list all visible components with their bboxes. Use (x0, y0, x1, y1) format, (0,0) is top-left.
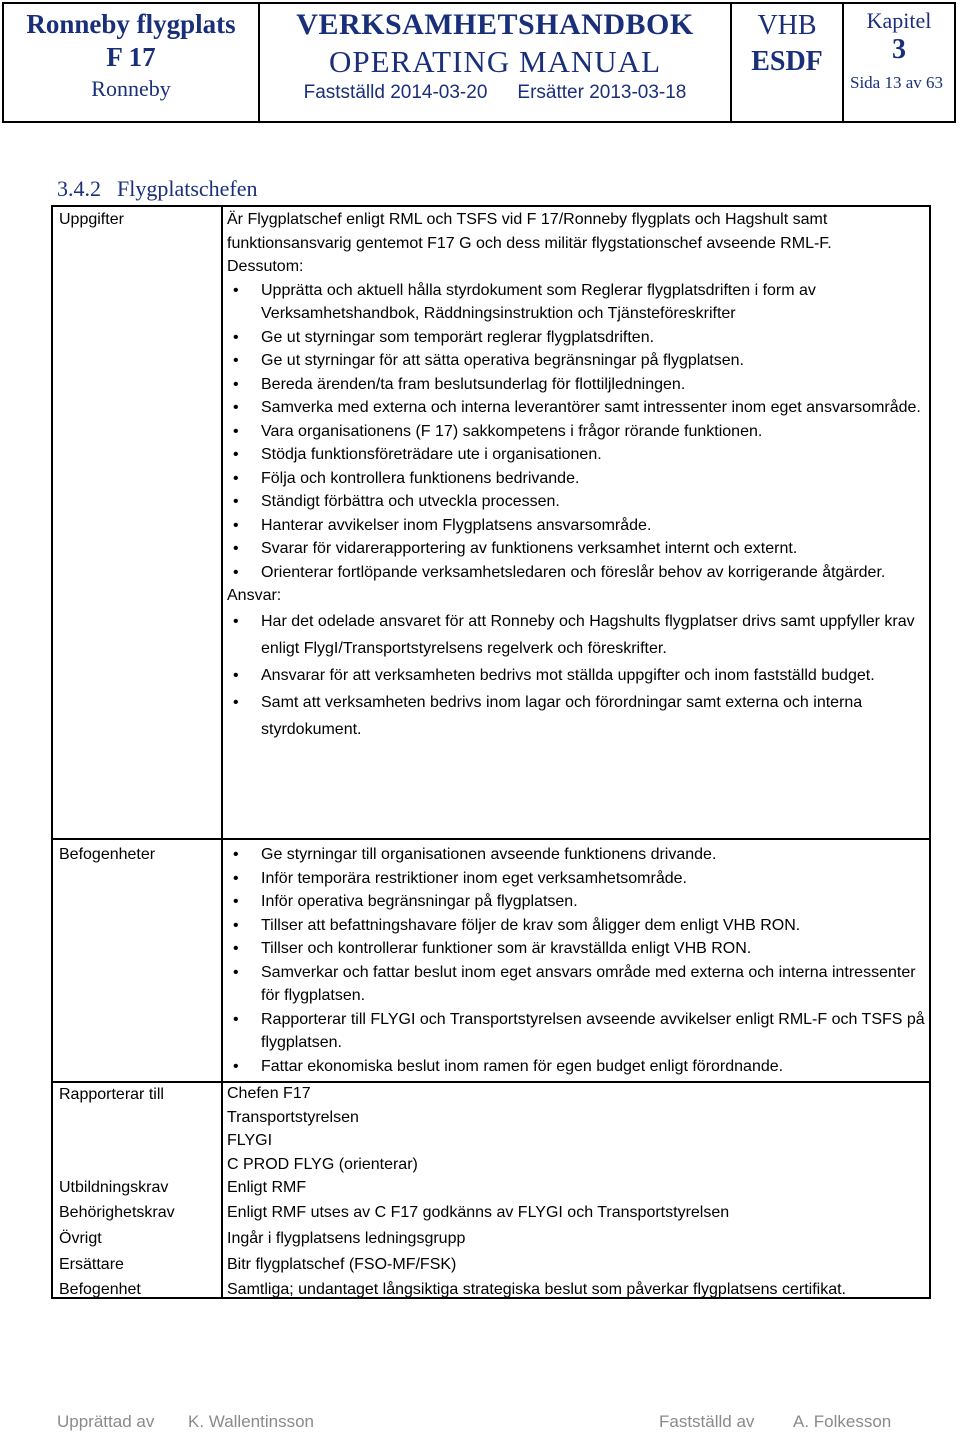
label-uppgifter: Uppgifter (59, 211, 124, 228)
manual-title-en: OPERATING MANUAL (328, 44, 662, 79)
org-location: Ronneby (91, 76, 171, 101)
org-name: Ronneby flygplats (26, 9, 236, 39)
befogenheter-list (227, 843, 927, 1078)
org-unit: F 17 (106, 42, 156, 72)
header-doc-code (732, 4, 844, 121)
report-line: Transportstyrelsen (227, 1108, 359, 1126)
uppgifter-dessutom: Dessutom: (227, 258, 304, 275)
chapter-number: 3 (892, 34, 906, 65)
uppgifter-ansvar: Ansvar: (227, 587, 282, 604)
list-item: • Inför temporära restriktioner inom eget verksamhetsområde. (227, 867, 927, 891)
report-line: FLYGI (227, 1132, 273, 1149)
label-utbildningskrav: Utbildningskrav (59, 1179, 169, 1196)
document-header (2, 2, 956, 123)
footer-prepared-label: Upprättad av (57, 1412, 155, 1431)
ansvar-list (227, 608, 927, 743)
footer-prepared-name: K. Wallentinsson (188, 1412, 314, 1431)
uppgifter-intro: Är Flygplatschef enligt RML och TSFS vid F 17/Ronneby flygplats och Hagshult samt funktionsansvarig gentemot F17 G och dess militär flygstationschef avseende RML-F. (227, 211, 832, 252)
replaces-date: Ersätter 2013-03-18 (517, 82, 687, 103)
approved-date: Fastställd 2014-03-20 (303, 82, 488, 103)
list-item: • Ständigt förbättra och utveckla processen. (227, 490, 927, 514)
label-rapporterar: Rapporterar till (59, 1086, 164, 1103)
section-heading (57, 176, 258, 202)
list-item: • Stödja funktionsföreträdare ute i organisationen. (227, 443, 927, 467)
uppgifter-list (227, 279, 927, 585)
list-item: • Ge styrningar till organisationen avseende funktionens drivande. (227, 843, 927, 867)
vhb-label: VHB (757, 10, 817, 41)
list-item: • Upprätta och aktuell hålla styrdokument som Reglerar flygplatsdriften i form av Verksamhetshandbok, Räddningsinstruktion och Tjänsteföreskrifter (227, 279, 927, 326)
value-ersattare: Bitr flygplatschef (FSO-MF/FSK) (227, 1256, 457, 1273)
list-item: • Inför operativa begränsningar på flygplatsen. (227, 890, 927, 914)
cell-uppgifter (227, 208, 927, 743)
row-divider (53, 838, 929, 840)
list-item: • Följa och kontrollera funktionens bedrivande. (227, 467, 927, 491)
manual-dates (260, 82, 730, 104)
list-item: • Svarar för vidarerapportering av funktionens verksamhet internt och externt. (227, 537, 927, 561)
chapter-label: Kapitel (866, 8, 932, 33)
list-item: • Samt att verksamheten bedrivs inom lagar och förordningar samt externa och interna styrdokument. (227, 689, 927, 743)
footer-approved-label: Fastställd av (659, 1412, 755, 1431)
label-ersattare: Ersättare (59, 1256, 124, 1273)
value-behorighetskrav: Enligt RMF utses av C F17 godkänns av FLYGI och Transportstyrelsen (227, 1204, 730, 1221)
header-org (4, 4, 260, 121)
manual-title-sv: VERKSAMHETSHANDBOK (296, 8, 694, 41)
list-item: • Fattar ekonomiska beslut inom ramen för egen budget enligt förordnande. (227, 1055, 927, 1079)
list-item: • Orienterar fortlöpande verksamhetsledaren och föreslår behov av korrigerande åtgärder. (227, 561, 927, 585)
cell-befogenheter (227, 843, 927, 1078)
section-title: Flygplatschefen (117, 176, 258, 201)
report-line: C PROD FLYG (orienterar) (227, 1155, 418, 1173)
list-item: • Hanterar avvikelser inom Flygplatsens ansvarsområde. (227, 514, 927, 538)
value-utbildningskrav: Enligt RMF (227, 1179, 307, 1196)
header-chapter (844, 4, 954, 121)
list-item: • Ge ut styrningar för att sätta operativa begränsningar på flygplatsen. (227, 349, 927, 373)
list-item: • Samverka med externa och interna leverantörer samt intressenter inom eget ansvarsområde. (227, 396, 927, 420)
label-befogenheter: Befogenheter (59, 846, 156, 863)
list-item: • Tillser att befattningshavare följer de krav som åligger dem enligt VHB RON. (227, 914, 927, 938)
label-befogenhet: Befogenhet (59, 1281, 141, 1298)
label-behorighetskrav: Behörighetskrav (59, 1204, 175, 1221)
value-befogenhet: Samtliga; undantaget långsiktiga strategiska beslut som påverkar flygplatsens certifikat. (227, 1281, 846, 1298)
column-divider (221, 207, 223, 1297)
list-item: • Rapporterar till FLYGI och Transportstyrelsen avseende avvikelser enligt RML-F och TSFS på flygplatsen. (227, 1008, 927, 1055)
list-item: • Ge ut styrningar som temporärt reglerar flygplatsdriften. (227, 326, 927, 350)
value-ovrigt: Ingår i flygplatsens ledningsgrupp (227, 1230, 466, 1247)
label-ovrigt: Övrigt (59, 1230, 102, 1247)
list-item: • Bereda ärenden/ta fram beslutsunderlag för flottiljledningen. (227, 373, 927, 397)
list-item: • Har det odelade ansvaret för att Ronneby och Hagshults flygplatser drivs samt uppfyller krav enligt FlygI/Transportstyrelsens regelverk och föreskrifter. (227, 608, 927, 662)
page-number: Sida 13 av 63 (850, 73, 944, 92)
section-number: 3.4.2 (57, 176, 101, 201)
role-table (51, 205, 931, 1299)
cell-rapporterar (227, 1082, 927, 1176)
list-item: • Vara organisationens (F 17) sakkompetens i frågor rörande funktionen. (227, 420, 927, 444)
header-manual (260, 4, 732, 121)
list-item: • Ansvarar för att verksamheten bedrivs mot ställda uppgifter och inom fastställd budget. (227, 662, 927, 689)
esdf-label: ESDF (751, 46, 823, 77)
footer-approved-name: A. Folkesson (793, 1412, 892, 1431)
report-line: Chefen F17 (227, 1085, 311, 1102)
list-item: • Samverkar och fattar beslut inom eget ansvars område med externa och interna intressenter för flygplatsen. (227, 961, 927, 1008)
list-item: • Tillser och kontrollerar funktioner som är kravställda enligt VHB RON. (227, 937, 927, 961)
